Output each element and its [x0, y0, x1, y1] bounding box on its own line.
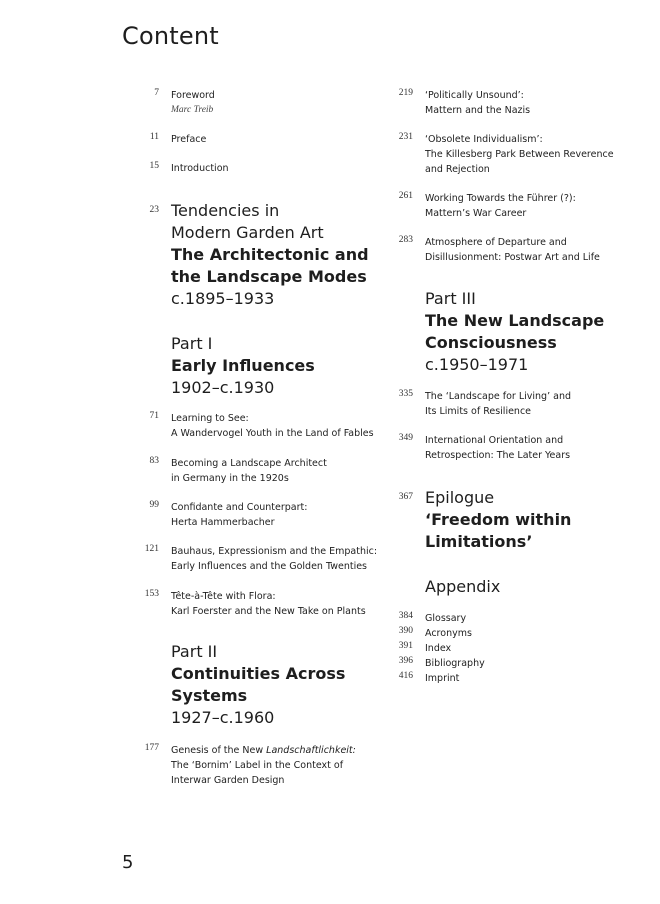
toc-entry-title: Imprint: [425, 673, 460, 684]
toc-entry-title-emphasis: Landschaftlichkeit:: [266, 745, 356, 756]
toc-entry-title: Foreword: [171, 90, 215, 101]
toc-page-number: 153: [144, 589, 159, 599]
toc-page-number: 15: [149, 161, 159, 171]
part-title: Early Influences: [171, 356, 315, 375]
toc-entry-title: Herta Hammerbacher: [171, 517, 275, 528]
epilogue-label: Epilogue: [425, 488, 495, 507]
toc-entry-title: Atmosphere of Departure and: [425, 237, 567, 248]
toc-page-number: 23: [149, 205, 159, 215]
toc-entry-title: Preface: [171, 134, 207, 145]
part-dates: 1927–c.1960: [171, 708, 275, 727]
toc-page-number: 121: [144, 544, 159, 554]
toc-entry-title: The Killesberg Park Between Reverence: [425, 149, 614, 160]
toc-page-number: 261: [398, 191, 413, 201]
toc-entry-title: Bibliography: [425, 658, 485, 669]
toc-page-number: 83: [149, 456, 159, 466]
toc-page-number: 384: [398, 611, 413, 621]
toc-entry-title: International Orientation and: [425, 435, 564, 446]
toc-page-number: 416: [398, 671, 413, 681]
toc-page-number: 391: [398, 641, 413, 651]
toc-page-number: 71: [149, 411, 159, 421]
toc-entry-title: Working Towards the Führer (?):: [425, 193, 576, 204]
toc-entry-title: Index: [425, 643, 452, 654]
toc-page-number: 390: [398, 626, 413, 636]
part-dates: c.1950–1971: [425, 355, 529, 374]
part-title: Continuities Across: [171, 664, 346, 683]
toc-entry-title: and Rejection: [425, 164, 490, 175]
toc-entry-title: Early Influences and the Golden Twenties: [171, 561, 367, 572]
toc-entry-title: Introduction: [171, 163, 229, 174]
page-title: Content: [122, 22, 219, 50]
part-title: The New Landscape: [425, 311, 605, 330]
toc-page-number: 396: [398, 656, 413, 666]
part-label: Part I: [171, 334, 213, 353]
toc-page-number: 367: [398, 492, 413, 502]
toc-page-number: 283: [398, 235, 413, 245]
toc-entry-author: Marc Treib: [171, 105, 214, 115]
toc-page-number: 177: [144, 743, 159, 753]
toc-page-number: 99: [149, 500, 159, 510]
toc-entry-title: Becoming a Landscape Architect: [171, 458, 327, 469]
toc-entry-title: Mattern’s War Career: [425, 208, 527, 219]
toc-page-number: 231: [398, 132, 413, 142]
toc-entry-title: Learning to See:: [171, 413, 249, 424]
toc-entry-title: Its Limits of Resilience: [425, 406, 532, 417]
epilogue-title: ‘Freedom within: [425, 510, 572, 529]
toc-entry-title: Interwar Garden Design: [171, 775, 285, 786]
toc-entry-title: Disillusionment: Postwar Art and Life: [425, 252, 600, 263]
section-title-line: Tendencies in: [171, 201, 280, 220]
part-title: Systems: [171, 686, 248, 705]
toc-entry-title: Confidante and Counterpart:: [171, 502, 308, 513]
toc-page-number: 219: [398, 88, 413, 98]
toc-entry-title: Mattern and the Nazis: [425, 105, 531, 116]
toc-entry-title: Glossary: [425, 613, 467, 624]
part-title: Consciousness: [425, 333, 557, 352]
appendix-label: Appendix: [425, 577, 501, 596]
toc-page-number: 7: [154, 88, 159, 98]
part-dates: 1902–c.1930: [171, 378, 275, 397]
toc-page-number: 335: [398, 389, 413, 399]
toc-entry-title: The ‘Bornim’ Label in the Context of: [171, 760, 344, 771]
toc-entry-title: Acronyms: [425, 628, 472, 639]
toc-entry-title: Genesis of the New: [171, 745, 267, 756]
toc-entry-title: in Germany in the 1920s: [171, 473, 289, 484]
section-subtitle-line: The Architectonic and: [171, 245, 369, 264]
section-subtitle-line: the Landscape Modes: [171, 267, 367, 286]
section-dates: c.1895–1933: [171, 289, 275, 308]
toc-page-number: 11: [149, 132, 159, 142]
epilogue-title: Limitations’: [425, 532, 533, 551]
part-label: Part III: [425, 289, 476, 308]
toc-entry-title: Karl Foerster and the New Take on Plants: [171, 606, 366, 617]
page-number: 5: [122, 852, 134, 873]
toc-entry-title: The ‘Landscape for Living’ and: [425, 391, 572, 402]
part-label: Part II: [171, 642, 218, 661]
toc-entry-title: ‘Obsolete Individualism’:: [425, 134, 543, 145]
toc-entry-title: A Wandervogel Youth in the Land of Fables: [171, 428, 374, 439]
toc-entry-title: Retrospection: The Later Years: [425, 450, 571, 461]
toc-entry-title: Bauhaus, Expressionism and the Empathic:: [171, 546, 378, 557]
toc-page-number: 349: [398, 433, 413, 443]
toc-entry-title: Tête-à-Tête with Flora:: [171, 591, 276, 602]
section-title-line: Modern Garden Art: [171, 223, 324, 242]
toc-entry-title: ‘Politically Unsound’:: [425, 90, 524, 101]
